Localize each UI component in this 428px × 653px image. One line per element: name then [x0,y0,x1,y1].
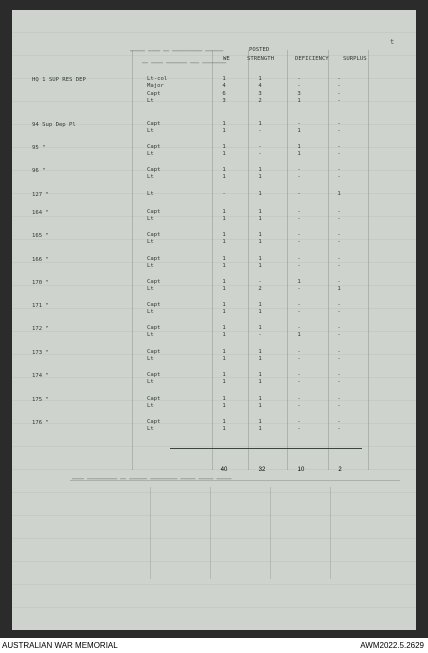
unit-name: 176 " [32,420,49,426]
rank-cell: Lt-col [147,76,168,82]
posted-cell: 1 [258,216,262,223]
deficiency-cell: - [297,302,301,308]
surplus-cell: - [337,325,341,331]
caption-bar [0,638,428,653]
deficiency-cell: - [297,403,301,410]
surplus-cell: - [337,151,341,158]
deficiency-cell: - [297,121,301,127]
deficiency-cell: - [297,83,301,90]
we-cell: 1 [222,256,226,262]
header-posted: POSTED [249,47,270,53]
we-cell: 1 [222,403,226,410]
posted-cell: 1 [258,263,262,270]
rank-cell: Lt [147,286,154,293]
we-cell: 1 [222,216,226,223]
deficiency-cell: 1 [297,144,301,150]
caption-institution: AUSTRALIAN WAR MEMORIAL [2,641,118,650]
posted-cell: 3 [258,90,262,97]
we-cell: 1 [222,239,226,246]
surplus-cell: - [337,356,341,363]
posted-cell: 1 [258,121,262,127]
we-cell: 1 [222,121,226,127]
surplus-cell: - [337,349,341,355]
posted-cell: 1 [258,396,262,402]
rank-cell: Lt [147,263,154,270]
posted-cell: 1 [258,167,262,173]
rank-cell: Capt [147,302,161,308]
surplus-cell: - [337,379,341,386]
deficiency-cell: - [297,174,301,181]
rank-cell: Lt [147,174,154,181]
unit-name: 127 " [32,192,49,198]
posted-cell: 1 [258,174,262,181]
document-page [12,10,416,630]
surplus-cell: - [337,372,341,378]
posted-cell: 1 [258,302,262,308]
posted-cell: 1 [258,309,262,316]
posted-cell: - [258,144,262,150]
total-deficiency: 10 [297,467,305,473]
we-cell: 1 [222,144,226,150]
surplus-cell: - [337,167,341,173]
deficiency-cell: - [297,263,301,270]
rank-cell: Capt [147,256,161,262]
posted-cell: 1 [258,419,262,425]
rank-cell: Capt [147,372,161,378]
we-cell: 1 [222,356,226,363]
we-cell: 1 [222,349,226,355]
posted-cell: - [258,128,262,135]
rank-cell: Lt [147,332,154,339]
deficiency-cell: - [297,309,301,316]
deficiency-cell: - [297,349,301,355]
surplus-cell: - [337,128,341,135]
rank-cell: Lt [147,239,154,246]
surplus-cell: - [337,396,341,402]
unit-name: 94 Sup Dep Pl [32,122,76,128]
rank-cell: Major [147,83,164,90]
rank-cell: Lt [147,309,154,316]
header-we: WE [223,56,230,62]
deficiency-cell: - [297,216,301,223]
bleed-through-text: ▬▬▬▬ ▬▬▬▬▬▬▬▬▬▬ ▬▬ ▬▬▬▬▬▬ ▬▬▬▬▬▬▬▬▬ ▬▬▬▬▬ ▬▬▬▬▬ ▬▬▬▬▬ [72,476,232,482]
unit-name: 173 " [32,350,49,356]
deficiency-cell: - [297,419,301,425]
header-strength: STRENGTH [247,56,274,62]
rank-cell: Lt [147,426,154,433]
we-cell: 1 [222,302,226,308]
rank-cell: Capt [147,167,161,173]
we-cell: 1 [222,372,226,378]
posted-cell: 1 [258,349,262,355]
rank-cell: Lt [147,216,154,223]
deficiency-cell: - [297,232,301,238]
deficiency-cell: - [297,379,301,386]
posted-cell: 1 [258,76,262,82]
posted-cell: 1 [258,379,262,386]
deficiency-cell: - [297,167,301,173]
we-cell: 1 [222,128,226,135]
surplus-cell: - [337,256,341,262]
we-cell: 4 [222,83,226,90]
we-cell: 1 [222,174,226,181]
ghost-column [150,487,151,579]
surplus-cell: - [337,98,341,105]
deficiency-cell: - [297,396,301,402]
we-cell: 1 [222,325,226,331]
we-cell: 1 [222,286,226,293]
we-cell: 1 [222,263,226,270]
deficiency-cell: - [297,286,301,293]
unit-name: 164 " [32,210,49,216]
bleed-through-text: ▬▬ ▬▬▬▬ ▬▬▬▬▬▬▬ ▬▬▬ ▬▬▬▬▬▬▬▬ [142,60,227,66]
surplus-cell: - [337,279,341,285]
posted-cell: 1 [258,426,262,433]
deficiency-cell: - [297,256,301,262]
rank-cell: Lt [147,403,154,410]
surplus-cell: - [337,209,341,215]
total-we: 40 [220,467,228,473]
posted-cell: 2 [258,98,262,105]
posted-cell: 1 [258,239,262,246]
posted-cell: 1 [258,372,262,378]
deficiency-cell: - [297,325,301,331]
rank-cell: Capt [147,279,161,285]
surplus-cell: - [337,332,341,339]
rank-cell: Lt [147,356,154,363]
posted-cell: 1 [258,256,262,262]
we-cell: 1 [222,151,226,158]
posted-cell: 1 [258,232,262,238]
posted-cell: 1 [258,191,262,197]
surplus-cell: - [337,232,341,238]
unit-name: 95 " [32,145,46,151]
surplus-cell: - [337,426,341,433]
deficiency-cell: - [297,76,301,82]
posted-cell: - [258,151,262,158]
we-cell: 1 [222,426,226,433]
reverse-side-table-ghost [70,480,400,581]
page-mark: t [390,38,395,46]
surplus-cell: - [337,83,341,90]
rank-cell: Capt [147,349,161,355]
surplus-cell: - [337,302,341,308]
ghost-column [210,487,211,579]
surplus-cell: - [337,76,341,82]
posted-cell: 1 [258,209,262,215]
surplus-cell: 1 [337,191,341,197]
rank-cell: Capt [147,121,161,127]
header-surplus: SURPLUS [343,56,367,62]
rank-cell: Capt [147,232,161,238]
rank-cell: Lt [147,128,154,135]
rank-cell: Capt [147,396,161,402]
rank-cell: Lt [147,151,154,158]
we-cell: 1 [222,396,226,402]
rank-cell: Capt [147,325,161,331]
we-cell: 6 [222,90,226,97]
posted-cell: - [258,279,262,285]
surplus-cell: - [337,216,341,223]
deficiency-cell: - [297,356,301,363]
deficiency-cell: - [297,239,301,246]
posted-cell: 4 [258,83,262,90]
we-cell: 1 [222,279,226,285]
we-cell: 1 [222,209,226,215]
rank-cell: Capt [147,144,161,150]
deficiency-cell: 1 [297,279,301,285]
total-surplus: 2 [338,467,342,473]
surplus-cell: - [337,239,341,246]
surplus-cell: - [337,174,341,181]
unit-name: 170 " [32,280,49,286]
posted-cell: 1 [258,403,262,410]
deficiency-cell: - [297,426,301,433]
totals-rule [170,448,362,449]
rank-cell: Capt [147,90,161,97]
surplus-cell: - [337,121,341,127]
deficiency-cell: - [297,191,301,197]
surplus-cell: - [337,144,341,150]
deficiency-cell: - [297,372,301,378]
we-cell: 1 [222,332,226,339]
deficiency-cell: 1 [297,151,301,158]
unit-name: 166 " [32,257,49,263]
rank-cell: Lt [147,98,154,105]
posted-cell: 1 [258,325,262,331]
surplus-cell: 1 [337,286,341,293]
ghost-column [330,487,331,579]
rank-cell: Lt [147,379,154,386]
surplus-cell: - [337,90,341,97]
surplus-cell: - [337,403,341,410]
total-posted: 32 [258,467,266,473]
unit-name: 172 " [32,326,49,332]
deficiency-cell: 1 [297,332,301,339]
unit-name: 165 " [32,233,49,239]
surplus-cell: - [337,263,341,270]
rank-cell: Capt [147,209,161,215]
unit-name: 171 " [32,303,49,309]
we-cell: 1 [222,232,226,238]
deficiency-cell: 1 [297,128,301,135]
we-cell: 3 [222,98,226,105]
surplus-cell: - [337,309,341,316]
unit-name: 174 " [32,373,49,379]
surplus-cell: - [337,419,341,425]
unit-name: HQ 1 SUP RES DEP [32,77,86,83]
bleed-through-text: ▬▬▬▬▬ ▬▬▬▬ ▬▬ ▬▬▬▬▬▬▬▬▬▬ ▬▬▬▬▬▬ [130,48,224,54]
posted-cell: 1 [258,356,262,363]
we-cell: 1 [222,379,226,386]
deficiency-cell: 3 [297,90,301,97]
caption-accession-number: AWM2022.5.2629 [360,641,424,650]
unit-name: 96 " [32,168,46,174]
ghost-column [270,487,271,579]
we-cell: - [222,191,226,197]
rank-cell: Capt [147,419,161,425]
we-cell: 1 [222,76,226,82]
header-deficiency: DEFICIENCY [295,56,329,62]
rank-cell: Lt [147,191,154,197]
unit-name: 175 " [32,397,49,403]
we-cell: 1 [222,167,226,173]
we-cell: 1 [222,419,226,425]
deficiency-cell: - [297,209,301,215]
we-cell: 1 [222,309,226,316]
posted-cell: - [258,332,262,339]
deficiency-cell: 1 [297,98,301,105]
posted-cell: 2 [258,286,262,293]
